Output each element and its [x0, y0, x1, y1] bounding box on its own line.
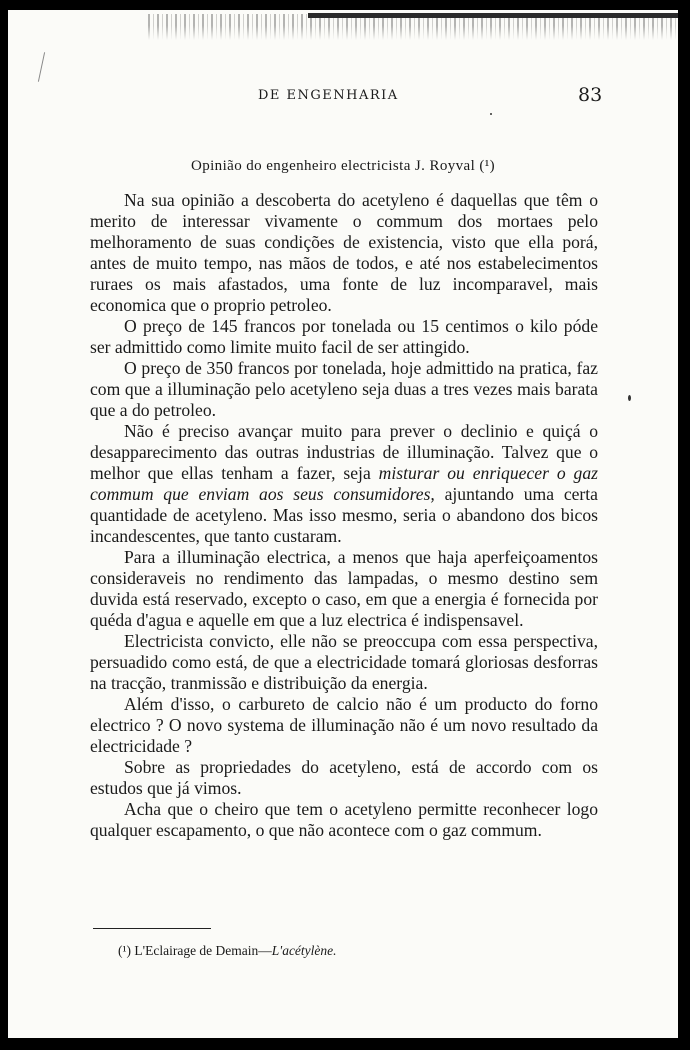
body-text — [90, 190, 598, 841]
paragraph-text: Não é preciso avançar muito para prever o declinio e quiçá o desapparecimento das outras industrias de illuminação. Talvez que o melhor que ellas tenham a fazer, seja — [90, 421, 598, 483]
ink-speck — [628, 395, 631, 401]
paragraph — [90, 421, 598, 547]
page-number: 83 — [578, 84, 603, 106]
paragraph-text: ajuntando uma certa quantidade de acetyleno. Mas isso mesmo, seria o abandono dos bicos incandescentes, que tanto custaram. — [90, 484, 598, 546]
running-head: DE ENGENHARIA — [258, 88, 399, 103]
footnote-marker: (¹) — [118, 943, 132, 958]
paragraph: Electricista convicto, elle não se preoccupa com essa perspectiva, persuadido como está, de que a electricidade tomará gloriosas desforras na tracção, tranmissão e distribuição da energia. — [90, 631, 598, 693]
paragraph: O preço de 145 francos por tonelada ou 15 centimos o kilo póde ser admittido como limite muito facil de ser attingido. — [90, 316, 598, 357]
paragraph: Além d'isso, o carbureto de calcio não é um producto do forno electrico ? O novo systema de illuminação não é um novo resultado da electricidade ? — [90, 694, 598, 756]
scan-mark — [38, 52, 45, 82]
paragraph: O preço de 350 francos por tonelada, hoje admittido na pratica, faz com que a illuminação pelo acetyleno seja duas a tres vezes mais barata que a do petroleo. — [90, 358, 598, 420]
footnote-rule — [93, 928, 211, 929]
paragraph: Na sua opinião a descoberta do acetyleno é daquellas que têm o merito de interessar vivamente o commum dos mortaes pelo melhoramento de suas condições de existencia, visto que ella porá, antes de muito tempo, nas mãos de todos, e até nos estabelecimentos ruraes os mais afastados, uma fonte de luz incomparavel, mais economica que o proprio petroleo. — [90, 190, 598, 315]
paragraph: Acha que o cheiro que tem o acetyleno permitte reconhecer logo qualquer escapamento, o que não acontece com o gaz commum. — [90, 799, 598, 840]
italic-phrase: misturar ou enriquecer o gaz commum que enviam aos seus consumidores, — [90, 463, 598, 504]
ink-speck — [490, 113, 492, 115]
footnote — [118, 943, 337, 959]
scan-top-border — [308, 13, 678, 18]
book-page — [8, 10, 678, 1038]
footnote-title: L'acétylène. — [271, 943, 337, 958]
section-title: Opinião do engenheiro electricista J. Royval (¹) — [190, 158, 496, 174]
paragraph: Sobre as propriedades do acetyleno, está de accordo com os estudos que já vimos. — [90, 757, 598, 798]
paragraph: Para a illuminação electrica, a menos que haja aperfeiçoamentos consideraveis no rendimento das lampadas, o mesmo destino sem duvida está reservado, excepto o caso, em que a energia é fornecida por quéda d'agua e aquelle em que a luz electrica é indispensavel. — [90, 547, 598, 630]
footnote-text: L'Eclairage de Demain— — [131, 943, 272, 958]
